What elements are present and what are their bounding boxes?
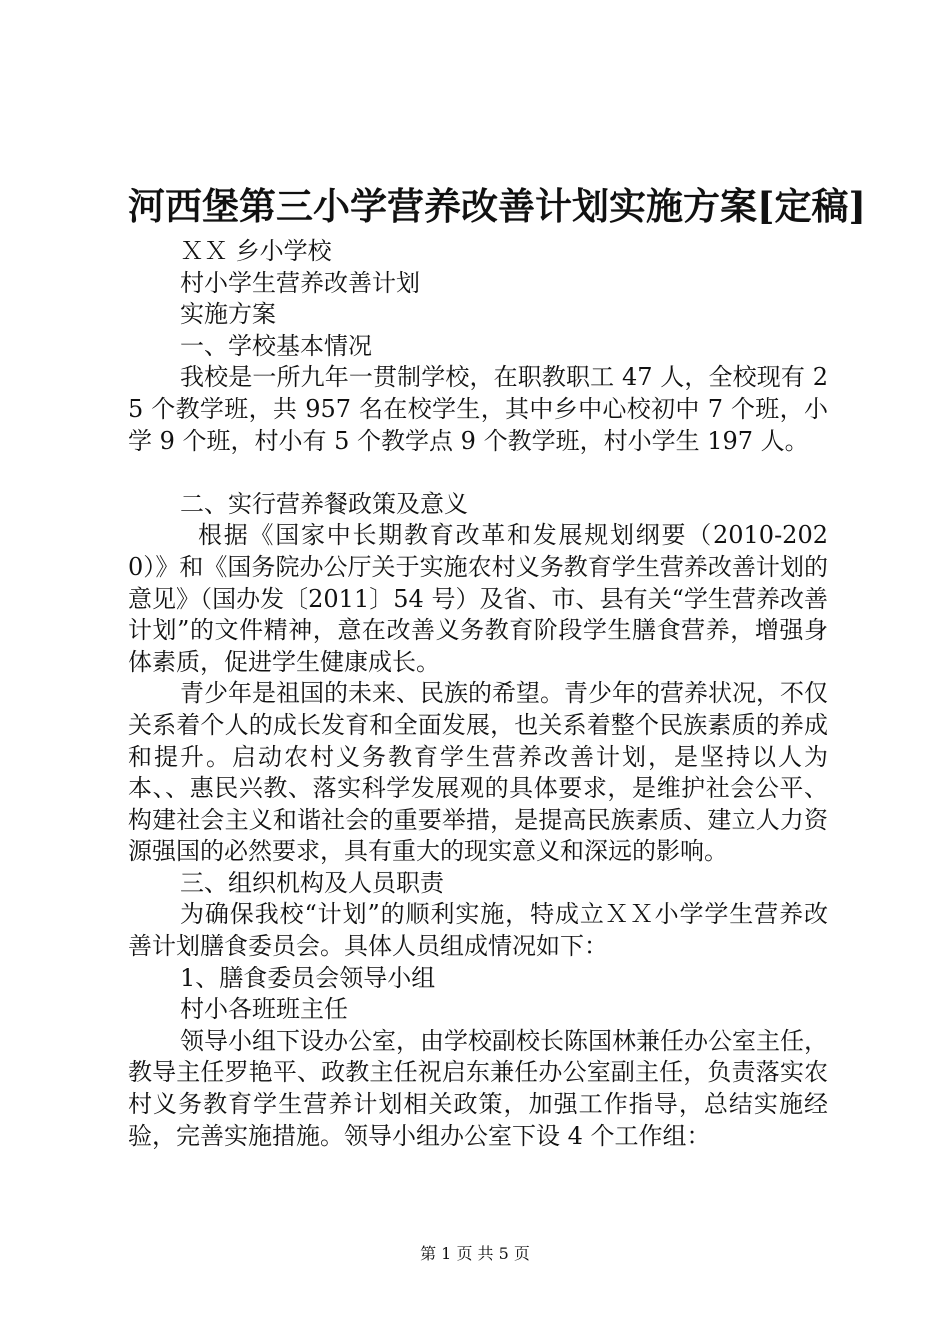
header-line-plan: 村小学生营养改善计划 — [180, 268, 420, 297]
section2-paragraph-1: 根据《国家中长期教育改革和发展规划纲要（2010-2020）》和《国务院办公厅关于实施农村义务教育学生营养改善计划的意见》（国办发〔2011〕54 号）及省、市、县有关“学生营养改善计划”的文件精神，意在改善义务教育阶段学生膳食营养，增强身体素质，促进学生健康成长。 — [128, 521, 828, 676]
section3-paragraph-1: 为确保我校“计划”的顺利实施，特成立ＸＸ小学学生营养改善计划膳食委员会。具体人员组成情况如下： — [128, 900, 828, 961]
page-footer: 第 1 页 共 5 页 — [420, 1244, 530, 1263]
section3-heading: 三、组织机构及人员职责 — [180, 868, 444, 897]
section1-heading: 一、学校基本情况 — [180, 331, 372, 360]
header-line-school: ＸＸ 乡小学校 — [180, 237, 332, 265]
section3-item-1: 1、膳食委员会领导小组 — [180, 963, 436, 992]
section1-paragraph: 我校是一所九年一贯制学校，在职教职工 47 人，全校现有 25 个教学班，共 957 名在校学生，其中乡中心校初中 7 个班，小学 9 个班，村小有 5 个教学点 9 个教学班，村小学生 197 人。 — [128, 363, 828, 455]
section3-item-2: 村小各班班主任 — [180, 995, 348, 1024]
document-title: 河西堡第三小学营养改善计划实施方案[定稿] — [128, 184, 867, 228]
section3-paragraph-2: 领导小组下设办公室，由学校副校长陈国林兼任办公室主任，教导主任罗艳平、政教主任祝启东兼任办公室副主任，负责落实农村义务教育学生营养计划相关政策，加强工作指导，总结实施经验，完善实施措施。领导小组办公室下设 4 个工作组： — [128, 1026, 828, 1150]
header-line-scheme: 实施方案 — [180, 300, 276, 329]
paragraph-gap — [128, 457, 828, 489]
section2-heading: 二、实行营养餐政策及意义 — [180, 489, 468, 518]
section2-paragraph-2: 青少年是祖国的未来、民族的希望。青少年的营养状况，不仅关系着个人的成长发育和全面发展，也关系着整个民族素质的养成和提升。启动农村义务教育学生营养改善计划，是坚持以人为本、、惠民兴教、落实科学发展观的具体要求，是维护社会公平、构建社会主义和谐社会的重要举措，是提高民族素质、建立人力资源强国的必然要求，具有重大的现实意义和深远的影响。 — [128, 679, 828, 866]
document-body — [128, 236, 828, 1152]
